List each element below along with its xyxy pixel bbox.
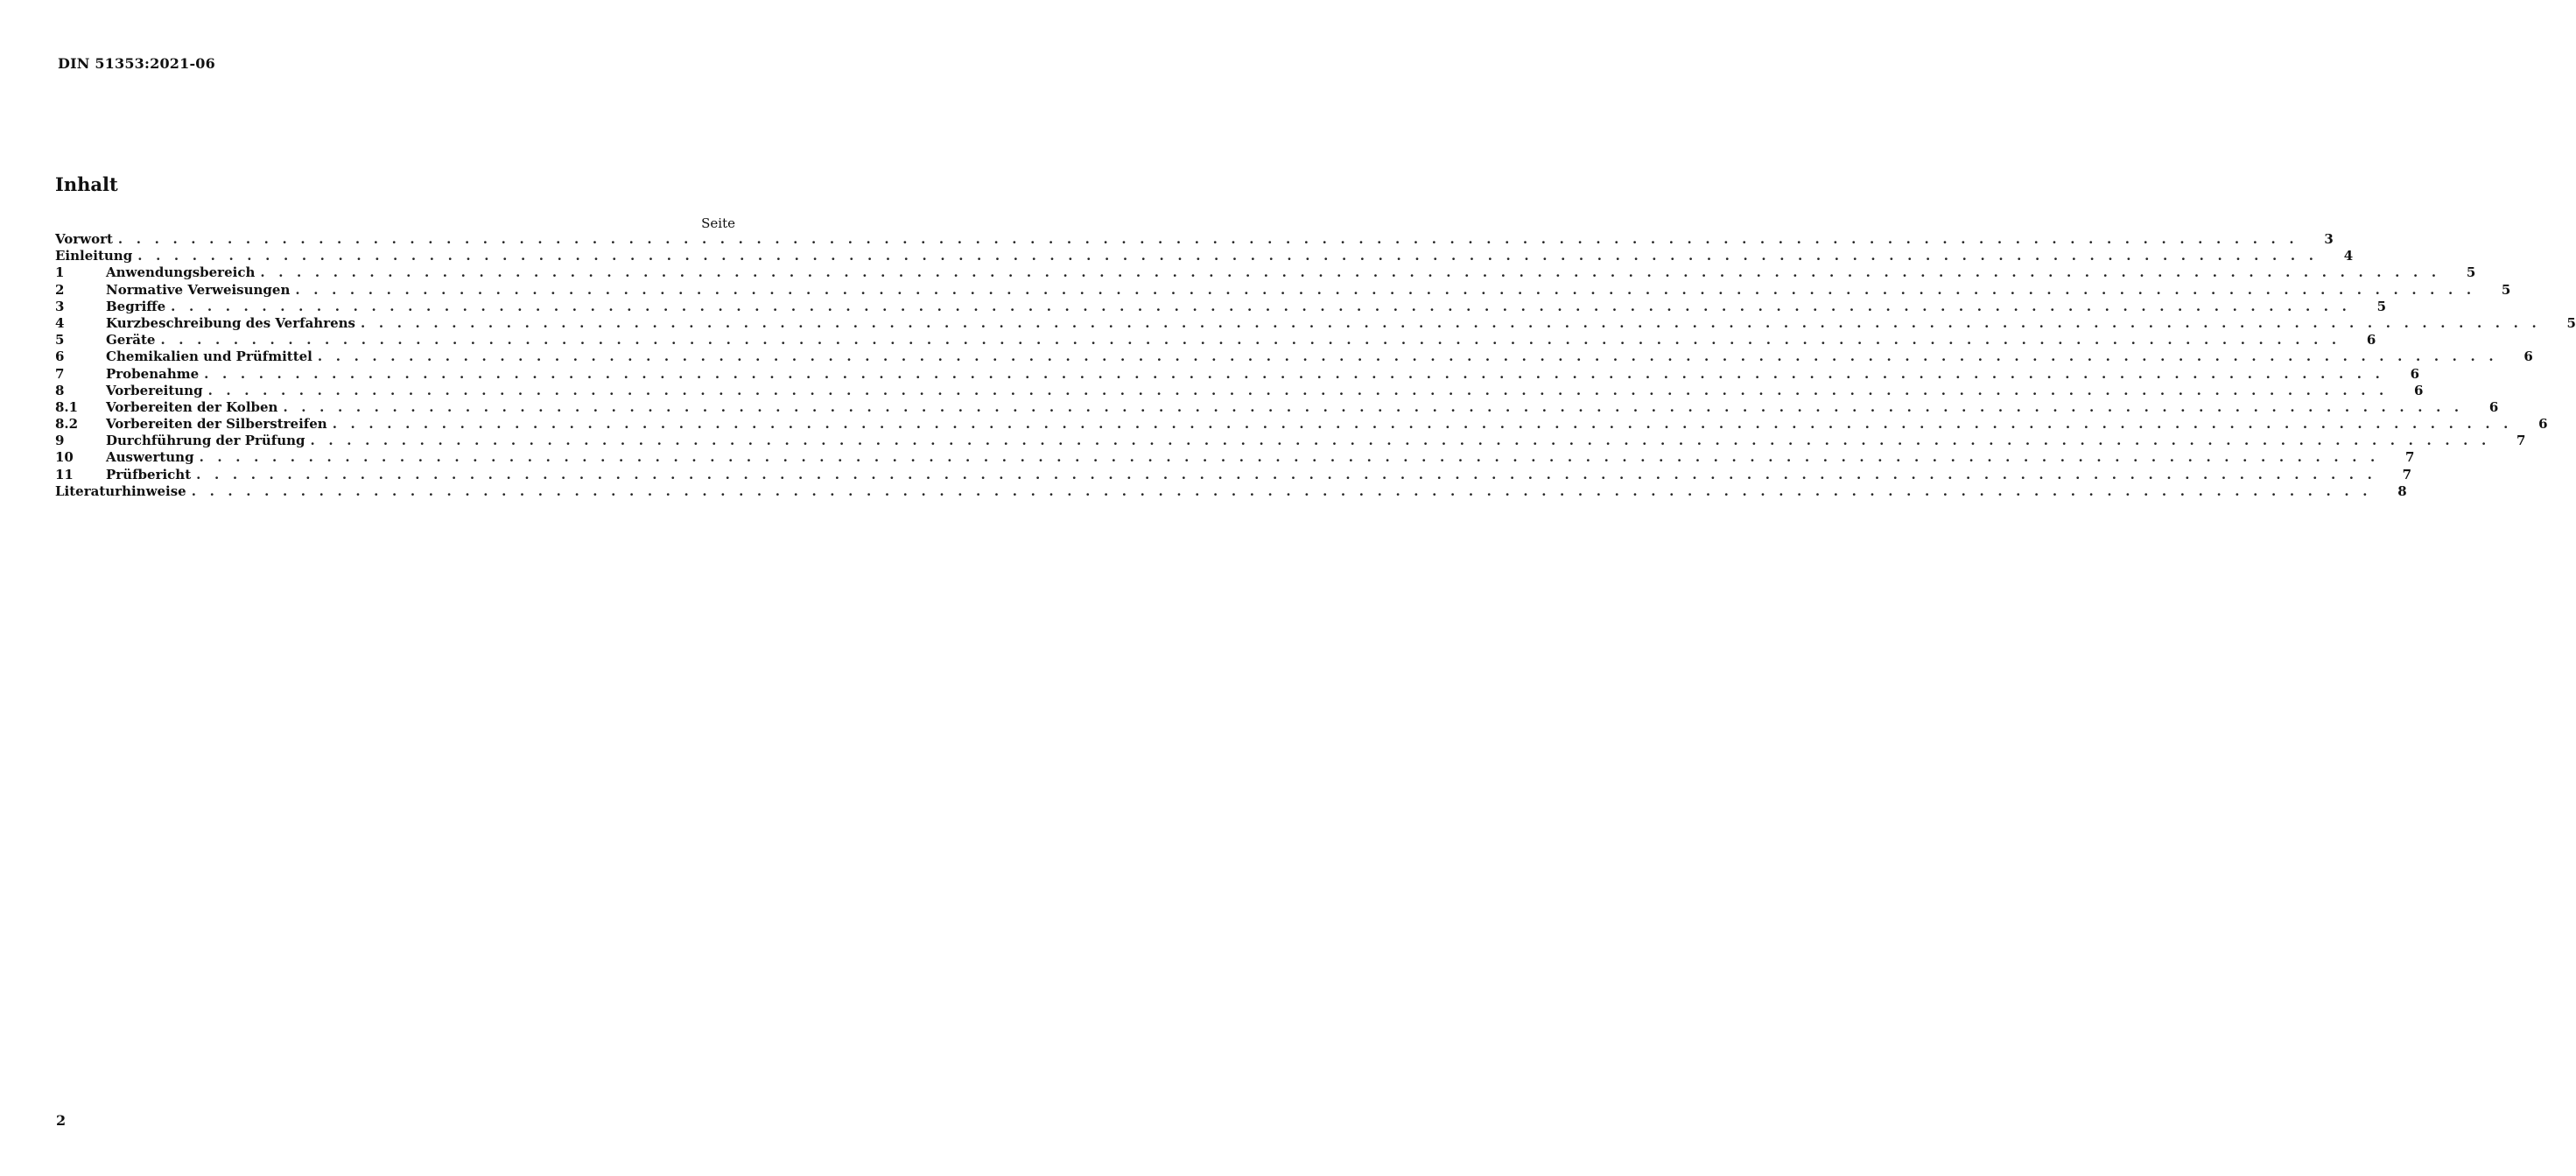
toc-entry[interactable] [55,398,2499,416]
toc-entry[interactable] [55,349,2533,365]
toc-entry-number: 9 [55,433,65,449]
toc-entry-label: Vorbereiten der Silberstreifen [106,416,327,433]
toc-entry-page: 6 [2366,332,2376,349]
toc-dot-leader: . . . . . . . . . . . . . . . . . . . . . . . . . . . . . . . . . . . . . . . . . . . . . . . . . . . . . . . . . . . . . . . . . . . . . . . . . . . . . . . . . . . . . . . . . . . . . . . . . . . . . . . . . . . . . . . . . . . . . . . . [207,382,2389,398]
toc-entry-page: 6 [2410,365,2420,382]
toc-entry-page: 6 [2488,398,2499,415]
toc-entry-page: 5 [2566,314,2576,331]
toc-entry-page: 5 [2376,298,2387,314]
toc-dot-leader: . . . . . . . . . . . . . . . . . . . . . . . . . . . . . . . . . . . . . . . . . . . . . . . . . . . . . . . . . . . . . . . . . . . . . . . . . . . . . . . . . . . . . . . . . . . . . . . . . . . . . . . . . . . . . . . . . . . . . . . . [196,466,2377,482]
toc-entry-number: 7 [55,365,65,382]
toc-entry-page: 7 [2405,449,2415,466]
toc-entry-label: Kurzbeschreibung des Verfahrens [106,314,355,331]
toc-entry-number: 8 [55,382,65,398]
toc-entry[interactable] [55,298,2387,315]
toc-entry-number: 2 [55,281,65,298]
toc-entry[interactable] [55,482,2407,500]
toc-entry[interactable] [55,449,2415,466]
toc-entry[interactable] [55,416,2548,433]
toc-entry-page: 6 [2523,349,2533,365]
toc-entry-label: Literaturhinweise [55,482,186,499]
toc-entry-label: Einleitung [55,248,133,264]
toc-entry-number: 4 [55,314,65,331]
toc-dot-leader: . . . . . . . . . . . . . . . . . . . . . . . . . . . . . . . . . . . . . . . . . . . . . . . . . . . . . . . . . . . . . . . . . . . . . . . . . . . . . . . . . . . . . . . . . . . . . . . . . . . . . . . . . . . . . . . . . . . . . . . . [191,482,2372,499]
toc-entry-label: Probenahme [106,365,200,382]
toc-dot-leader: . . . . . . . . . . . . . . . . . . . . . . . . . . . . . . . . . . . . . . . . . . . . . . . . . . . . . . . . . . . . . . . . . . . . . . . . . . . . . . . . . . . . . . . . . . . . . . . . . . . . . . . . . . . . . . . . . . . . . . . . [204,365,2385,382]
toc-entry-label: Vorbereitung [106,382,203,398]
toc-entry-number: 6 [55,349,65,365]
toc-entry-page: 6 [2538,416,2548,433]
toc-entry-page: 6 [2414,382,2424,398]
toc-entry-label: Vorbereiten der Kolben [106,398,278,415]
toc-dot-leader: . . . . . . . . . . . . . . . . . . . . . . . . . . . . . . . . . . . . . . . . . . . . . . . . . . . . . . . . . . . . . . . . . . . . . . . . . . . . . . . . . . . . . . . . . . . . . . . . . . . . . . . . . . . . . . . . . . . . . . . . [295,281,2476,298]
toc-entry-page: 7 [2402,466,2412,482]
toc-entry[interactable] [55,314,2576,332]
toc-entry-page: 3 [2324,231,2334,247]
page-number: 2 [56,1112,67,1129]
toc-title: Inhalt [55,173,118,195]
toc-entry[interactable] [55,382,2424,399]
page-column-label: Seite [701,215,735,231]
toc-entry-page: 5 [2466,264,2476,281]
toc-entry-label: Prüfbericht [106,466,192,482]
toc-entry-label: Chemikalien und Prüfmittel [106,349,312,365]
table-of-contents [55,231,2576,500]
toc-entry-label: Anwendungsbereich [106,264,256,281]
toc-entry-label: Begriffe [106,298,166,314]
toc-dot-leader: . . . . . . . . . . . . . . . . . . . . . . . . . . . . . . . . . . . . . . . . . . . . . . . . . . . . . . . . . . . . . . . . . . . . . . . . . . . . . . . . . . . . . . . . . . . . . . . . . . . . . . . . . . . . . . . . . . . . . . . . [332,416,2513,433]
toc-entry-page: 5 [2501,281,2511,298]
document-id: DIN 51353:2021-06 [58,55,215,72]
toc-entry-number: 8.2 [55,416,79,433]
toc-dot-leader: . . . . . . . . . . . . . . . . . . . . . . . . . . . . . . . . . . . . . . . . . . . . . . . . . . . . . . . . . . . . . . . . . . . . . . . . . . . . . . . . . . . . . . . . . . . . . . . . . . . . . . . . . . . . . . . . . . . . . . . . [260,264,2441,281]
toc-entry-label: Geräte [106,332,156,349]
toc-entry-number: 11 [55,466,74,482]
toc-dot-leader: . . . . . . . . . . . . . . . . . . . . . . . . . . . . . . . . . . . . . . . . . . . . . . . . . . . . . . . . . . . . . . . . . . . . . . . . . . . . . . . . . . . . . . . . . . . . . . . . . . . . . . . . . . . . . . . . . . . . . . . . [117,231,2299,247]
toc-entry-page: 8 [2397,482,2407,499]
toc-entry-label: Auswertung [106,449,194,466]
toc-entry-number: 3 [55,298,65,314]
toc-entry-number: 10 [55,449,74,466]
toc-entry[interactable] [55,281,2511,299]
toc-dot-leader: . . . . . . . . . . . . . . . . . . . . . . . . . . . . . . . . . . . . . . . . . . . . . . . . . . . . . . . . . . . . . . . . . . . . . . . . . . . . . . . . . . . . . . . . . . . . . . . . . . . . . . . . . . . . . . . . . . . . . . . . [317,349,2498,365]
toc-entry[interactable] [55,248,2354,264]
toc-entry[interactable] [55,365,2420,383]
toc-entry[interactable] [55,264,2476,281]
toc-dot-leader: . . . . . . . . . . . . . . . . . . . . . . . . . . . . . . . . . . . . . . . . . . . . . . . . . . . . . . . . . . . . . . . . . . . . . . . . . . . . . . . . . . . . . . . . . . . . . . . . . . . . . . . . . . . . . . . . . . . . . . . . [361,314,2541,331]
toc-entry[interactable] [55,332,2376,349]
toc-entry-label: Vorwort [55,231,113,247]
toc-entry-page: 7 [2516,433,2526,449]
toc-entry[interactable] [55,466,2412,483]
toc-entry[interactable] [55,231,2334,248]
toc-dot-leader: . . . . . . . . . . . . . . . . . . . . . . . . . . . . . . . . . . . . . . . . . . . . . . . . . . . . . . . . . . . . . . . . . . . . . . . . . . . . . . . . . . . . . . . . . . . . . . . . . . . . . . . . . . . . . . . . . . . . . . . . [137,248,2319,264]
toc-dot-leader: . . . . . . . . . . . . . . . . . . . . . . . . . . . . . . . . . . . . . . . . . . . . . . . . . . . . . . . . . . . . . . . . . . . . . . . . . . . . . . . . . . . . . . . . . . . . . . . . . . . . . . . . . . . . . . . . . . . . . . . . [310,433,2491,449]
toc-entry-number: 1 [55,264,65,281]
toc-entry-page: 4 [2343,248,2354,264]
toc-entry-number: 5 [55,332,65,349]
toc-entry-label: Normative Verweisungen [106,281,291,298]
toc-entry-label: Durchführung der Prüfung [106,433,305,449]
toc-dot-leader: . . . . . . . . . . . . . . . . . . . . . . . . . . . . . . . . . . . . . . . . . . . . . . . . . . . . . . . . . . . . . . . . . . . . . . . . . . . . . . . . . . . . . . . . . . . . . . . . . . . . . . . . . . . . . . . . . . . . . . . . [171,298,2352,314]
toc-dot-leader: . . . . . . . . . . . . . . . . . . . . . . . . . . . . . . . . . . . . . . . . . . . . . . . . . . . . . . . . . . . . . . . . . . . . . . . . . . . . . . . . . . . . . . . . . . . . . . . . . . . . . . . . . . . . . . . . . . . . . . . . [283,398,2464,415]
toc-dot-leader: . . . . . . . . . . . . . . . . . . . . . . . . . . . . . . . . . . . . . . . . . . . . . . . . . . . . . . . . . . . . . . . . . . . . . . . . . . . . . . . . . . . . . . . . . . . . . . . . . . . . . . . . . . . . . . . . . . . . . . . . [199,449,2380,466]
toc-entry[interactable] [55,433,2526,449]
toc-dot-leader: . . . . . . . . . . . . . . . . . . . . . . . . . . . . . . . . . . . . . . . . . . . . . . . . . . . . . . . . . . . . . . . . . . . . . . . . . . . . . . . . . . . . . . . . . . . . . . . . . . . . . . . . . . . . . . . . . . . . . . . . [160,332,2341,349]
toc-entry-number: 8.1 [55,398,79,415]
